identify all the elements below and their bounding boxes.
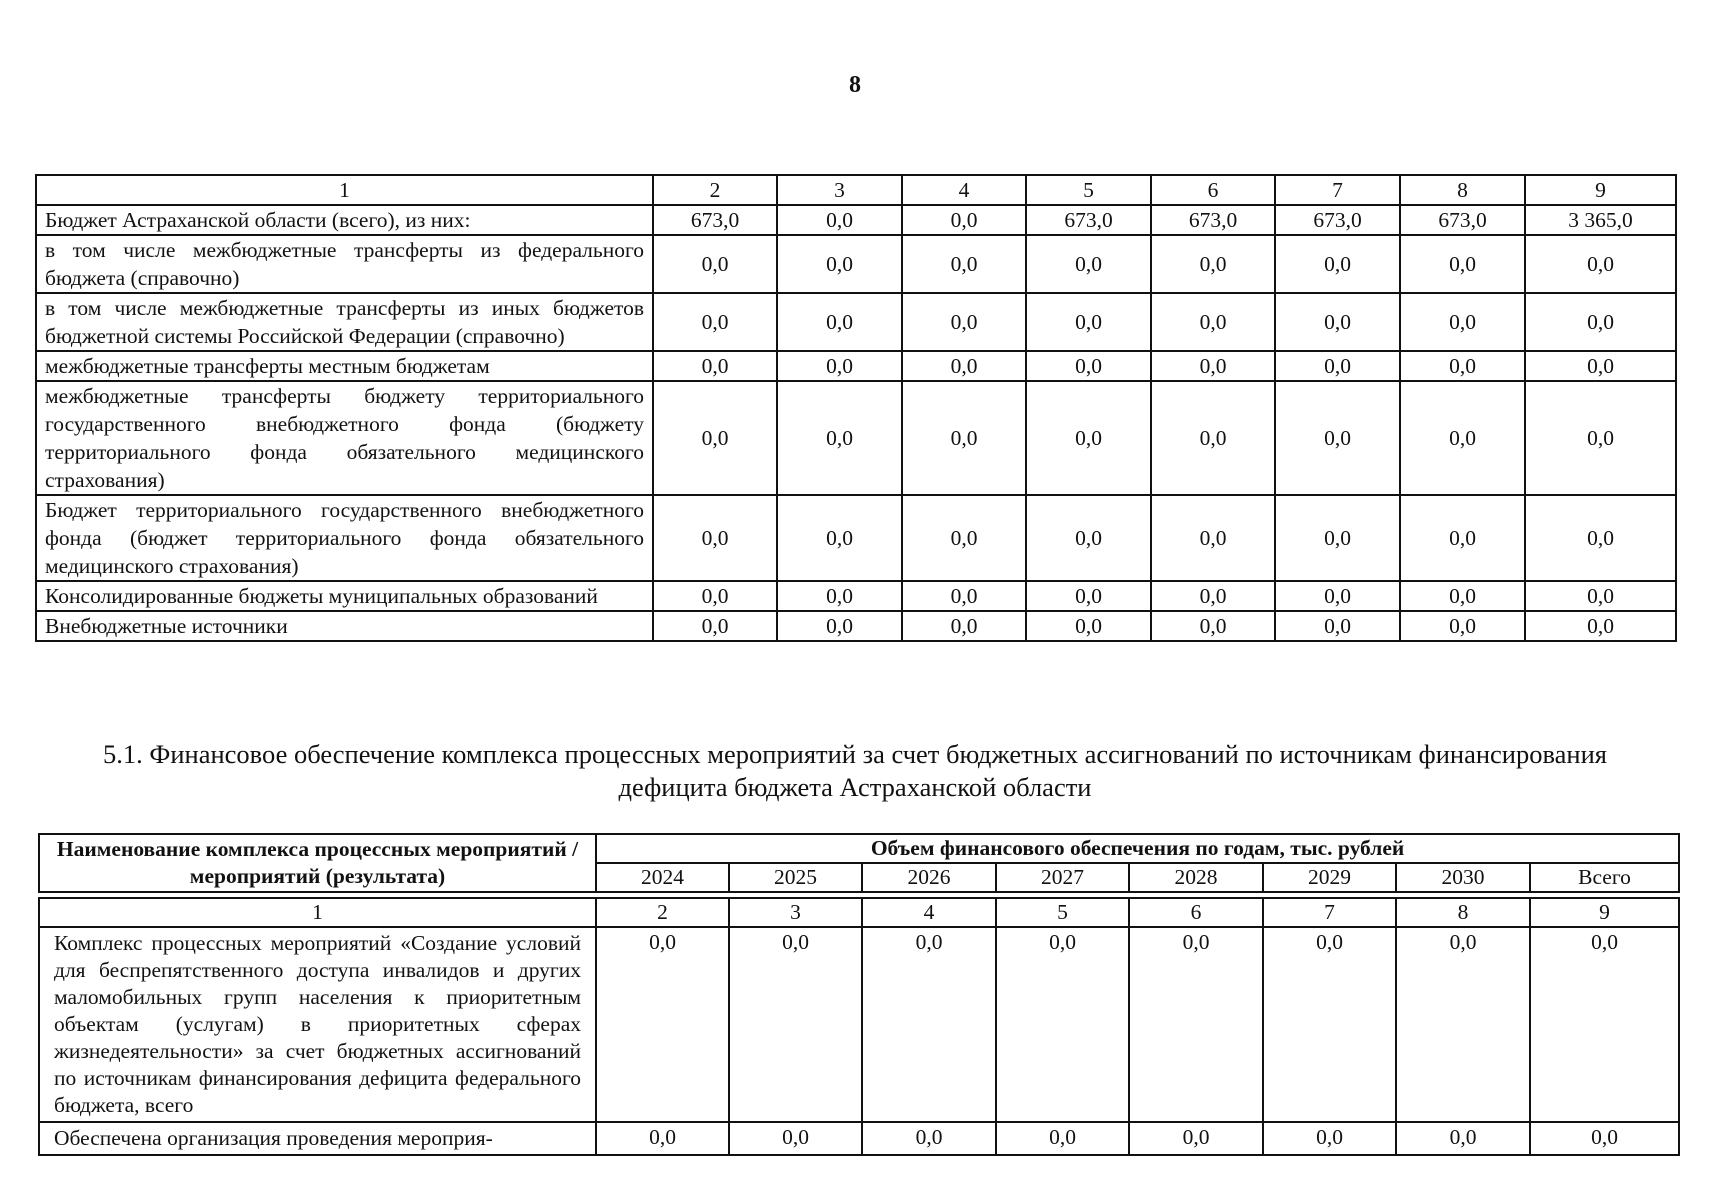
- value-cell: 0,0: [1396, 1122, 1530, 1155]
- process-measures-body: [39, 927, 1679, 1155]
- value-cell: 0,0: [1026, 381, 1151, 495]
- value-cell: 0,0: [1151, 495, 1275, 581]
- column-number: 7: [1275, 175, 1400, 205]
- process-measures-financing-table: [38, 833, 1680, 1156]
- year-header: 2027: [996, 863, 1129, 892]
- value-cell: 0,0: [777, 495, 902, 581]
- column-number: 9: [1525, 175, 1676, 205]
- value-cell: 0,0: [653, 351, 777, 381]
- value-cell: 0,0: [777, 381, 902, 495]
- value-cell: 0,0: [596, 1122, 729, 1155]
- year-header: 2029: [1263, 863, 1396, 892]
- row-label: Обеспечена организация проведения мероприя-: [39, 1122, 596, 1155]
- value-cell: 0,0: [653, 611, 777, 641]
- value-cell: 0,0: [1275, 495, 1400, 581]
- value-cell: 0,0: [1275, 581, 1400, 611]
- value-cell: 0,0: [902, 581, 1026, 611]
- value-cell: 673,0: [1400, 205, 1525, 235]
- value-cell: 0,0: [1525, 235, 1676, 293]
- value-cell: 0,0: [902, 293, 1026, 351]
- value-cell: 0,0: [1151, 611, 1275, 641]
- value-cell: 0,0: [1400, 381, 1525, 495]
- total-header: Всего: [1530, 863, 1679, 892]
- value-cell: 0,0: [1129, 1122, 1263, 1155]
- column-number: 9: [1530, 898, 1679, 927]
- row-label: межбюджетные трансферты бюджету территориального государственного внебюджетного фонда (бюджету территориального фонда обязательного медицинского страхования): [36, 381, 653, 495]
- value-cell: 0,0: [596, 927, 729, 1122]
- column-number: 1: [39, 898, 596, 927]
- row-label: Бюджет Астраханской области (всего), из них:: [36, 205, 653, 235]
- table-row: [36, 205, 1676, 235]
- value-cell: 0,0: [653, 381, 777, 495]
- value-cell: 0,0: [1151, 581, 1275, 611]
- value-cell: 0,0: [1026, 581, 1151, 611]
- value-cell: 0,0: [1275, 611, 1400, 641]
- table-row: [36, 293, 1676, 351]
- value-cell: 0,0: [653, 235, 777, 293]
- section-title: 5.1. Финансовое обеспечение комплекса процессных мероприятий за счет бюджетных ассигнований по источникам финансирования дефицита бюджета Астраханской области: [103, 739, 1607, 802]
- value-cell: 0,0: [996, 927, 1129, 1122]
- value-cell: 0,0: [902, 205, 1026, 235]
- value-cell: 0,0: [1400, 495, 1525, 581]
- value-cell: 0,0: [729, 1122, 862, 1155]
- value-cell: 0,0: [1026, 351, 1151, 381]
- column-number-row: [36, 175, 1676, 205]
- value-cell: 0,0: [1400, 581, 1525, 611]
- volume-header: Объем финансового обеспечения по годам, тыс. рублей: [596, 834, 1679, 863]
- year-header: 2028: [1129, 863, 1263, 892]
- table-row: [39, 927, 1679, 1122]
- column-number: 5: [1026, 175, 1151, 205]
- value-cell: 0,0: [777, 205, 902, 235]
- table-row: [36, 495, 1676, 581]
- column-number: 8: [1396, 898, 1530, 927]
- column-number: 1: [36, 175, 653, 205]
- value-cell: 0,0: [1530, 1122, 1679, 1155]
- year-header: 2026: [862, 863, 996, 892]
- value-cell: 0,0: [1400, 611, 1525, 641]
- value-cell: 0,0: [902, 495, 1026, 581]
- value-cell: 673,0: [1151, 205, 1275, 235]
- row-label: в том числе межбюджетные трансферты из федерального бюджета (справочно): [36, 235, 653, 293]
- row-label: в том числе межбюджетные трансферты из иных бюджетов бюджетной системы Российской Федерации (справочно): [36, 293, 653, 351]
- budget-sources-table: [35, 174, 1677, 642]
- value-cell: 0,0: [1396, 927, 1530, 1122]
- value-cell: 0,0: [1525, 351, 1676, 381]
- row-label: межбюджетные трансферты местным бюджетам: [36, 351, 653, 381]
- value-cell: 0,0: [1026, 293, 1151, 351]
- value-cell: 0,0: [862, 927, 996, 1122]
- value-cell: 0,0: [777, 235, 902, 293]
- column-number: 2: [596, 898, 729, 927]
- row-label: Бюджет территориального государственного внебюджетного фонда (бюджет территориального фонда обязательного медицинского страхования): [36, 495, 653, 581]
- value-cell: 0,0: [777, 611, 902, 641]
- value-cell: 0,0: [653, 581, 777, 611]
- value-cell: 0,0: [1151, 351, 1275, 381]
- row-label: Внебюджетные источники: [36, 611, 653, 641]
- column-number: 4: [862, 898, 996, 927]
- table-row: [36, 381, 1676, 495]
- value-cell: 0,0: [1530, 927, 1679, 1122]
- value-cell: 673,0: [1275, 205, 1400, 235]
- value-cell: 0,0: [653, 495, 777, 581]
- value-cell: 0,0: [1275, 235, 1400, 293]
- page-number: 8: [849, 72, 861, 98]
- budget-sources-body: [36, 205, 1676, 641]
- value-cell: 0,0: [1151, 381, 1275, 495]
- value-cell: 0,0: [1151, 235, 1275, 293]
- year-header: 2025: [729, 863, 862, 892]
- value-cell: 0,0: [902, 611, 1026, 641]
- value-cell: 0,0: [1525, 581, 1676, 611]
- value-cell: 0,0: [653, 293, 777, 351]
- column-number: 2: [653, 175, 777, 205]
- value-cell: 0,0: [1151, 293, 1275, 351]
- value-cell: 0,0: [902, 235, 1026, 293]
- value-cell: 0,0: [1026, 611, 1151, 641]
- value-cell: 0,0: [1263, 927, 1396, 1122]
- value-cell: 0,0: [777, 351, 902, 381]
- value-cell: 0,0: [1525, 495, 1676, 581]
- name-column-header: Наименование комплекса процессных мероприятий / мероприятий (результата): [39, 834, 596, 892]
- value-cell: 0,0: [1400, 235, 1525, 293]
- year-header: 2024: [596, 863, 729, 892]
- value-cell: 0,0: [1525, 293, 1676, 351]
- value-cell: 0,0: [1275, 351, 1400, 381]
- value-cell: 0,0: [1263, 1122, 1396, 1155]
- value-cell: 0,0: [777, 293, 902, 351]
- value-cell: 0,0: [902, 381, 1026, 495]
- table-row: [36, 581, 1676, 611]
- column-number: 7: [1263, 898, 1396, 927]
- row-label: Комплекс процессных мероприятий «Создание условий для беспрепятственного доступа инвалидов и других маломобильных групп населения к приоритетным объектам (услугам) в приоритетных сферах жизнедеятельности» за счет бюджетных ассигнований по источникам финансирования дефицита федерального бюджета, всего: [39, 927, 596, 1122]
- column-number: 6: [1151, 175, 1275, 205]
- column-number: 3: [777, 175, 902, 205]
- value-cell: 0,0: [996, 1122, 1129, 1155]
- table-row: [39, 1122, 1679, 1155]
- value-cell: 0,0: [1026, 235, 1151, 293]
- table-row: [36, 351, 1676, 381]
- column-number: 3: [729, 898, 862, 927]
- year-header: 2030: [1396, 863, 1530, 892]
- value-cell: 0,0: [729, 927, 862, 1122]
- table-row: [36, 235, 1676, 293]
- header-row-top: [39, 834, 1679, 863]
- value-cell: 0,0: [902, 351, 1026, 381]
- row-label: Консолидированные бюджеты муниципальных образований: [36, 581, 653, 611]
- value-cell: 0,0: [1525, 611, 1676, 641]
- value-cell: 0,0: [1400, 293, 1525, 351]
- value-cell: 0,0: [777, 581, 902, 611]
- value-cell: 0,0: [1275, 293, 1400, 351]
- column-number-row: [39, 898, 1679, 927]
- column-number: 8: [1400, 175, 1525, 205]
- value-cell: 0,0: [1400, 351, 1525, 381]
- value-cell: 0,0: [1026, 495, 1151, 581]
- column-number: 5: [996, 898, 1129, 927]
- value-cell: 0,0: [1525, 381, 1676, 495]
- column-number: 4: [902, 175, 1026, 205]
- value-cell: 673,0: [653, 205, 777, 235]
- column-number: 6: [1129, 898, 1263, 927]
- table-row: [36, 611, 1676, 641]
- value-cell: 0,0: [862, 1122, 996, 1155]
- value-cell: 0,0: [1129, 927, 1263, 1122]
- value-cell: 3 365,0: [1525, 205, 1676, 235]
- value-cell: 0,0: [1275, 381, 1400, 495]
- value-cell: 673,0: [1026, 205, 1151, 235]
